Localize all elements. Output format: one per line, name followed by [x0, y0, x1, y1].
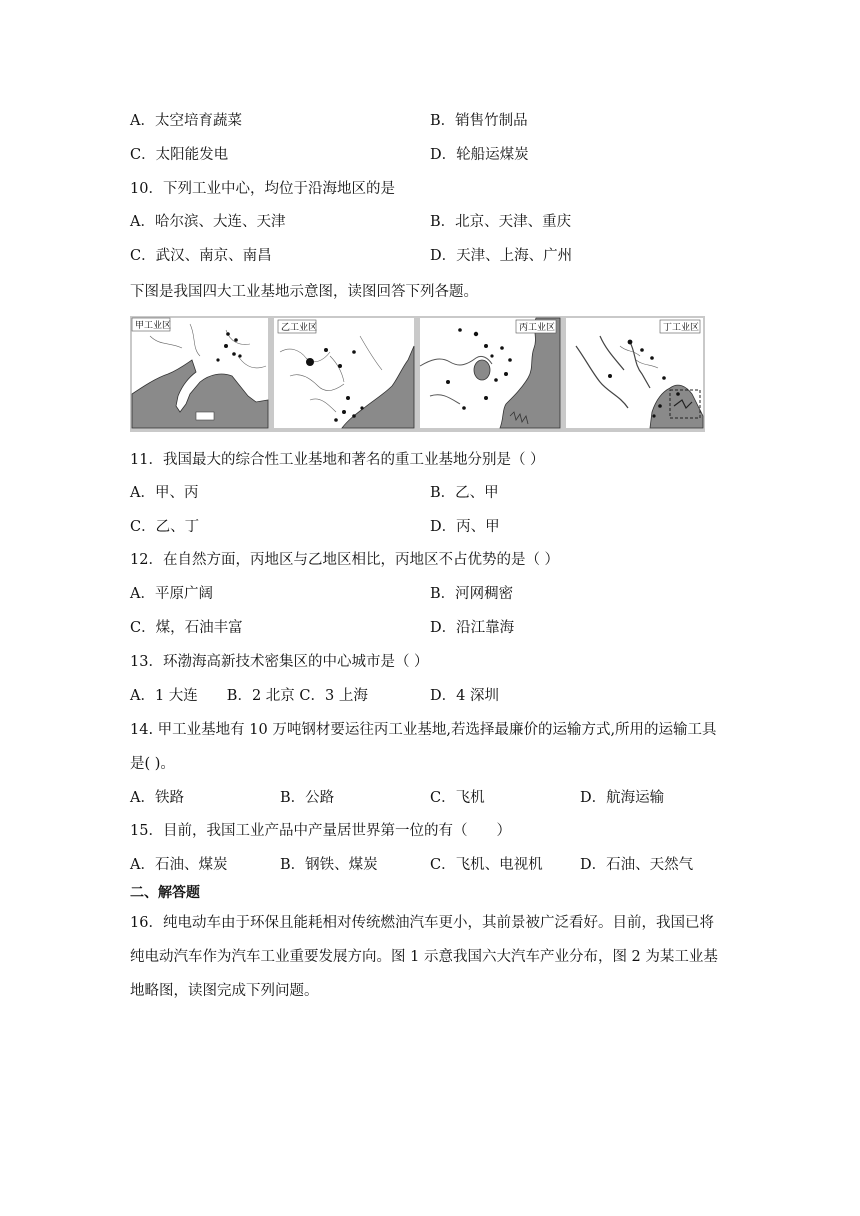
q10-option-c: C．武汉、南京、南昌	[130, 248, 272, 264]
q10-option-d: D．天津、上海、广州	[430, 248, 573, 264]
q11-option-c: C．乙、丁	[130, 519, 200, 535]
q12-option-d: D．沿江靠海	[430, 620, 515, 636]
q12-option-b: B．河网稠密	[430, 586, 514, 602]
map-title-bing: 丙工业区	[519, 323, 556, 333]
q16-stem-line1: 16．纯电动车由于环保且能耗相对传统燃油汽车更小，其前景被广泛看好。目前，我国已将	[130, 915, 714, 931]
q11-stem: 11．我国最大的综合性工业基地和著名的重工业基地分别是（ ）	[130, 452, 545, 468]
section-heading-answer: 二、解答题	[130, 885, 200, 901]
q14-option-b: B．公路	[280, 790, 335, 806]
q13-option-d: D．4 深圳	[430, 688, 499, 704]
q16-stem-line2: 纯电动汽车作为汽车工业重要发展方向。图 1 示意我国六大汽车产业分布，图 2 为某工业基	[130, 949, 718, 965]
maps-intro: 下图是我国四大工业基地示意图，读图回答下列各题。	[130, 284, 478, 300]
q15-option-d: D．石油、天然气	[580, 857, 694, 873]
map-panel-bing	[420, 318, 560, 428]
q10-option-b: B．北京、天津、重庆	[430, 214, 572, 230]
q14-option-d: D．航海运输	[580, 790, 665, 806]
q11-option-d: D．丙、甲	[430, 519, 500, 535]
map-title-yi: 乙工业区	[281, 323, 318, 333]
q14-stem-line1: 14. 甲工业基地有 10 万吨钢材要运往丙工业基地,若选择最廉价的运输方式,所用的运输工具	[130, 722, 717, 738]
q13-stem: 13．环渤海高新技术密集区的中心城市是（ ）	[130, 654, 429, 670]
q14-option-a: A．铁路	[130, 790, 184, 806]
map-title-ding: 丁工业区	[663, 323, 700, 333]
map-panel-jia	[132, 318, 268, 428]
q10-stem: 10．下列工业中心，均位于沿海地区的是	[130, 181, 395, 197]
q13-options-abc: A．1 大连 B．2 北京 C．3 上海	[130, 688, 368, 704]
q10-option-a: A．哈尔滨、大连、天津	[130, 214, 286, 230]
q9-option-d: D．轮船运煤炭	[430, 147, 529, 163]
q15-option-c: C．飞机、电视机	[430, 857, 543, 873]
map-title-jia: 甲工业区	[135, 321, 172, 331]
industrial-bases-map-figure	[130, 316, 705, 432]
q15-stem: 15．目前，我国工业产品中产量居世界第一位的有（ ）	[130, 823, 511, 839]
q11-option-a: A．甲、丙	[130, 485, 199, 501]
map-panel-ding	[566, 318, 703, 428]
q9-option-b: B．销售竹制品	[430, 113, 528, 129]
q12-option-a: A．平原广阔	[130, 586, 213, 602]
q15-option-a: A．石油、煤炭	[130, 857, 228, 873]
q9-option-c: C．太阳能发电	[130, 147, 229, 163]
q11-option-b: B．乙、甲	[430, 485, 499, 501]
q9-option-a: A．太空培育蔬菜	[130, 113, 242, 129]
q12-stem: 12．在自然方面，丙地区与乙地区相比，丙地区不占优势的是（ ）	[130, 552, 560, 568]
q15-option-b: B．钢铁、煤炭	[280, 857, 378, 873]
map-panel-yi	[274, 318, 414, 428]
q12-option-c: C．煤，石油丰富	[130, 620, 243, 636]
q14-option-c: C．飞机	[430, 790, 485, 806]
q16-stem-line3: 地略图，读图完成下列问题。	[130, 983, 319, 999]
q14-stem-line2: 是( )。	[130, 756, 175, 772]
